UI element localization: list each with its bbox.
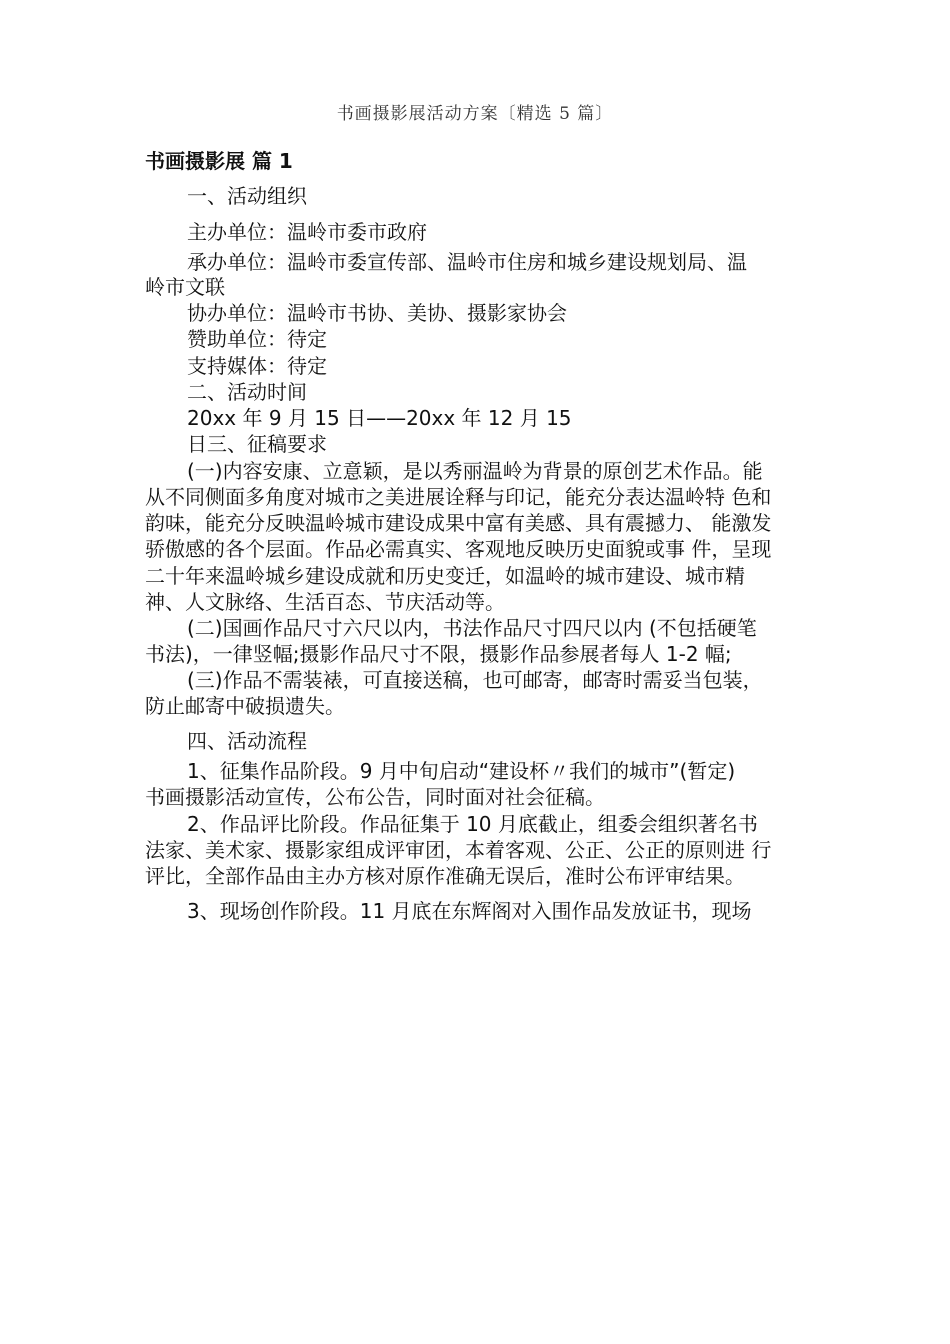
paragraph-line: (二)国画作品尺寸六尺以内，书法作品尺寸四尺以内 (不包括硬笔 bbox=[187, 616, 757, 640]
paragraph-line: 二十年来温岭城乡建设成就和历史变迁，如温岭的城市建设、城市精 bbox=[145, 564, 745, 588]
paragraph-line: 协办单位：温岭市书协、美协、摄影家协会 bbox=[187, 301, 567, 325]
paragraph-line: 2、作品评比阶段。作品征集于 10 月底截止，组委会组织著名书 bbox=[187, 812, 758, 836]
paragraph-line: 评比，全部作品由主办方核对原作准确无误后，准时公布评审结果。 bbox=[145, 864, 745, 888]
paragraph-line: 赞助单位：待定 bbox=[187, 327, 327, 351]
paragraph-line: 骄傲感的各个层面。作品必需真实、客观地反映历史面貌或事 件，呈现 bbox=[145, 537, 772, 561]
paragraph-line: 3、现场创作阶段。11 月底在东辉阁对入围作品发放证书，现场 bbox=[187, 899, 752, 923]
paragraph-line: 支持媒体：待定 bbox=[187, 354, 327, 378]
paragraph-line: 1、征集作品阶段。9 月中旬启动“建设杯〃我们的城市”(暂定) bbox=[187, 759, 736, 783]
paragraph-line: 神、人文脉络、生活百态、节庆活动等。 bbox=[145, 590, 505, 614]
paragraph-line: (一)内容安康、立意颖，是以秀丽温岭为背景的原创艺术作品。能 bbox=[187, 459, 763, 483]
paragraph-line: 岭市文联 bbox=[145, 275, 225, 299]
paragraph-line: 20xx 年 9 月 15 日——20xx 年 12 月 15 bbox=[187, 406, 572, 430]
heading-activity-organization: 一、活动组织 bbox=[187, 184, 307, 208]
paragraph-line: 书法)，一律竖幅;摄影作品尺寸不限，摄影作品参展者每人 1-2 幅; bbox=[145, 642, 732, 666]
paragraph-line: 承办单位：温岭市委宣传部、温岭市住房和城乡建设规划局、温 bbox=[187, 250, 747, 274]
paragraph-line: 书画摄影活动宣传，公布公告，同时面对社会征稿。 bbox=[145, 785, 605, 809]
paragraph-line: 防止邮寄中破损遗失。 bbox=[145, 694, 345, 718]
paragraph-line: 法家、美术家、摄影家组成评审团，本着客观、公正、公正的原则进 行 bbox=[145, 838, 772, 862]
heading-activity-process: 四、活动流程 bbox=[187, 729, 307, 753]
paragraph-line: 韵味，能充分反映温岭城市建设成果中富有美感、具有震撼力、 能激发 bbox=[145, 511, 772, 535]
paragraph-line: 从不同侧面多角度对城市之美进展诠释与印记，能充分表达温岭特 色和 bbox=[145, 485, 772, 509]
paragraph-line: (三)作品不需装裱，可直接送稿，也可邮寄，邮寄时需妥当包装， bbox=[187, 668, 763, 692]
section-heading: 书画摄影展 篇 1 bbox=[145, 149, 293, 173]
document-title: 书画摄影展活动方案〔精选 5 篇〕 bbox=[336, 104, 614, 124]
heading-activity-time: 二、活动时间 bbox=[187, 380, 307, 404]
heading-submission-requirements: 日三、征稿要求 bbox=[187, 432, 327, 456]
paragraph-line: 主办单位：温岭市委市政府 bbox=[187, 220, 427, 244]
